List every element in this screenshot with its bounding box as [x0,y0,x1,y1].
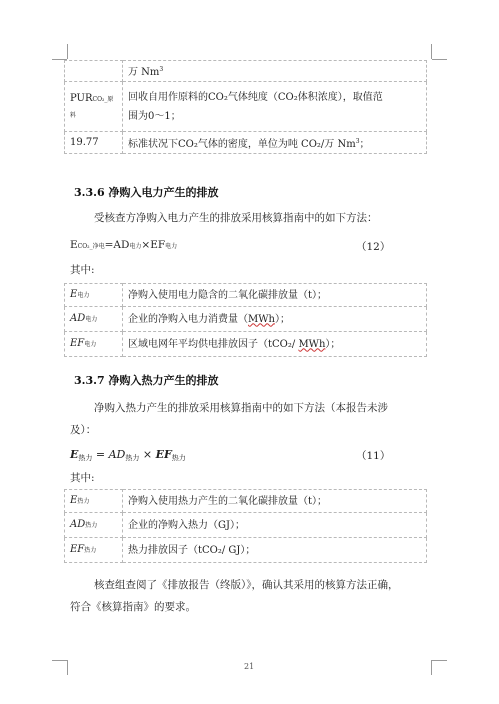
equation-number: （12） [356,241,391,253]
where-label: 其中: [70,472,95,484]
table-row: AD热力 企业的净购入热力（GJ）； [65,513,427,538]
table-row: 19.77 标准状况下CO₂气体的密度，单位为吨 CO₂/万 Nm$^3$； [65,132,427,154]
equation-number: （11） [356,450,391,462]
crop-mark-top-left-v [67,44,68,59]
table-row: E电力 净购入使用电力隐含的二氧化碳排放量（t）； [65,284,427,307]
section-intro: 净购入热力产生的排放采用核算指南中的如下方法（本报告未涉 [94,402,388,414]
section-heading-electricity: 3.3.6 净购入电力产生的排放 [74,186,219,199]
table-row: EF电力 区域电网年平均供电排放因子（tCO₂/ MWh）； [65,332,427,357]
section-intro: 受核查方净购入电力产生的排放采用核算指南中的如下方法： [94,212,378,224]
equation-electricity: ECO₂_净电=AD电力×EF电力 [70,239,178,251]
cell-text: 回收自用作原料的CO₂气体纯度（CO₂体积浓度），取值范 [128,91,383,103]
conclusion-paragraph-cont: 符合《核算指南》的要求。 [70,601,196,613]
table-row: AD电力 企业的净购入电力消费量（MWh）； [65,307,427,332]
section-heading-heat: 3.3.7 净购入热力产生的排放 [74,374,219,387]
section-intro-cont: 及）： [70,424,97,436]
table-row: 万 Nm$^3$ [65,61,427,82]
parameter-table-top [64,60,427,154]
cell-text: 万 Nm [128,67,160,78]
cell-text: 围为0～1； [128,110,181,122]
electricity-variable-table [64,283,427,357]
heat-variable-table [64,489,427,563]
conclusion-paragraph: 核查组查阅了《排放报告（终版）》，确认其采用的核算方法正确， [94,579,399,591]
crop-mark-bottom-right-v [431,660,432,675]
param-symbol: PUR [70,92,93,104]
crop-mark-bottom-right-h [432,660,447,661]
cell-text: 标准状况下CO₂气体的密度，单位为吨 CO₂/万 Nm [128,138,356,150]
page-number: 21 [244,662,255,671]
crop-mark-bottom-left-v [67,660,68,675]
crop-mark-top-right-v [431,44,432,59]
crop-mark-bottom-left-h [52,660,67,661]
crop-mark-top-right-h [432,59,447,60]
table-row: PURCO₂_原料 回收自用作原料的CO₂气体纯度（CO₂体积浓度），取值范 围为0～1； [65,82,427,132]
where-label: 其中: [70,264,95,276]
equation-heat: E热力 = AD热力 × EF热力 [70,448,186,462]
table-row: E热力 净购入使用热力产生的二氧化碳排放量（t）； [65,490,427,513]
param-symbol: 19.77 [70,137,99,148]
table-row: EF热力 热力排放因子（tCO₂/ GJ）； [65,538,427,563]
